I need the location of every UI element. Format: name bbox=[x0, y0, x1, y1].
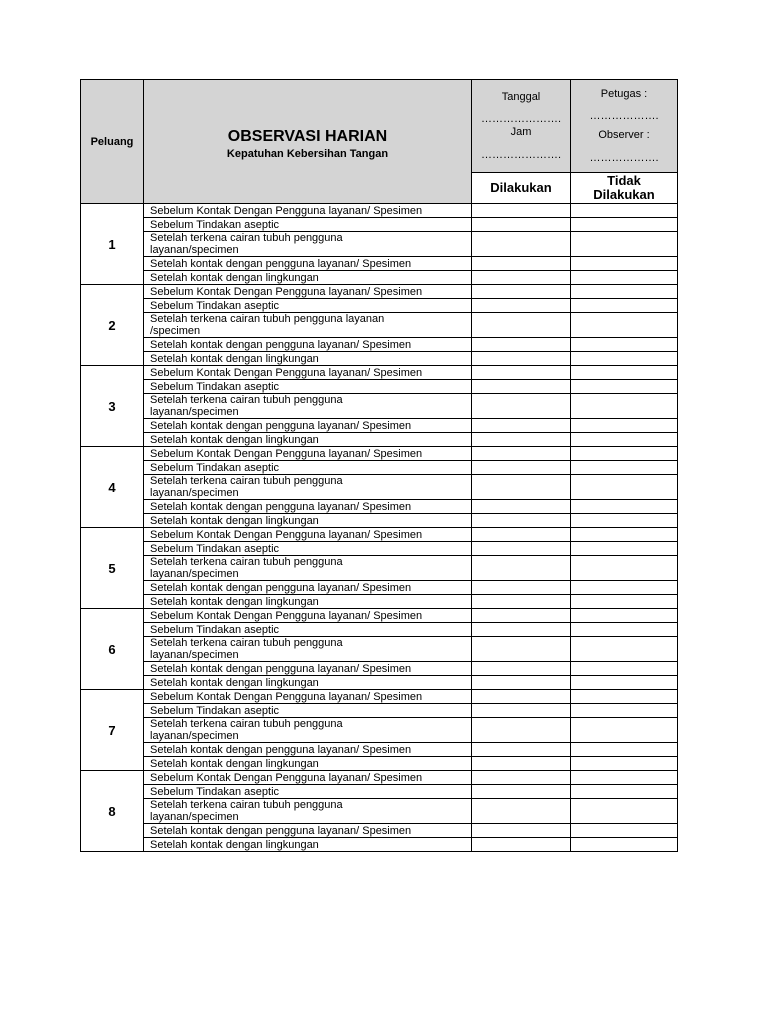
table-row bbox=[81, 366, 678, 380]
table-row bbox=[81, 528, 678, 542]
dilakukan-cell[interactable] bbox=[472, 461, 571, 475]
table-row bbox=[81, 232, 678, 257]
tidak-dilakukan-cell[interactable] bbox=[571, 271, 678, 285]
tidak-dilakukan-cell[interactable] bbox=[571, 394, 678, 419]
dilakukan-cell[interactable] bbox=[472, 690, 571, 704]
tidak-dilakukan-cell[interactable] bbox=[571, 623, 678, 637]
peluang-number: 2 bbox=[81, 285, 144, 366]
moment-label: Sebelum Kontak Dengan Pengguna layanan/ Spesimen bbox=[144, 204, 472, 218]
moment-label: Sebelum Tindakan aseptic bbox=[144, 461, 472, 475]
dilakukan-cell[interactable] bbox=[472, 824, 571, 838]
moment-label: Setelah terkena cairan tubuh pengguna layanan/specimen bbox=[144, 556, 472, 581]
peluang-number: 4 bbox=[81, 447, 144, 528]
table-row bbox=[81, 380, 678, 394]
dilakukan-cell[interactable] bbox=[472, 313, 571, 338]
tidak-dilakukan-cell[interactable] bbox=[571, 514, 678, 528]
dilakukan-cell[interactable] bbox=[472, 743, 571, 757]
peluang-number: 6 bbox=[81, 609, 144, 690]
table-row bbox=[81, 204, 678, 218]
tidak-dilakukan-cell[interactable] bbox=[571, 285, 678, 299]
tidak-dilakukan-cell[interactable] bbox=[571, 461, 678, 475]
tidak-dilakukan-header: Tidak Dilakukan bbox=[571, 173, 678, 204]
table-row bbox=[81, 595, 678, 609]
tanggal-jam-cell bbox=[472, 80, 571, 173]
moment-label: Setelah kontak dengan lingkungan bbox=[144, 676, 472, 690]
table-row bbox=[81, 542, 678, 556]
table-row bbox=[81, 785, 678, 799]
tidak-dilakukan-cell[interactable] bbox=[571, 743, 678, 757]
dilakukan-cell[interactable] bbox=[472, 232, 571, 257]
tidak-dilakukan-cell[interactable] bbox=[571, 595, 678, 609]
moment-label: Setelah terkena cairan tubuh pengguna layanan /specimen bbox=[144, 313, 472, 338]
dilakukan-cell[interactable] bbox=[472, 338, 571, 352]
moment-label: Sebelum Tindakan aseptic bbox=[144, 218, 472, 232]
moment-label: Setelah terkena cairan tubuh pengguna layanan/specimen bbox=[144, 799, 472, 824]
table-row bbox=[81, 475, 678, 500]
dilakukan-cell[interactable] bbox=[472, 704, 571, 718]
jam-field[interactable]: …………………. bbox=[480, 148, 562, 161]
table-row bbox=[81, 662, 678, 676]
table-row bbox=[81, 676, 678, 690]
dilakukan-cell[interactable] bbox=[472, 285, 571, 299]
table-row bbox=[81, 419, 678, 433]
dilakukan-header: Dilakukan bbox=[472, 173, 571, 204]
table-row bbox=[81, 285, 678, 299]
tidak-dilakukan-cell[interactable] bbox=[571, 704, 678, 718]
moment-label: Setelah kontak dengan lingkungan bbox=[144, 595, 472, 609]
table-row bbox=[81, 514, 678, 528]
table-row bbox=[81, 218, 678, 232]
form-title-cell bbox=[144, 80, 472, 204]
dilakukan-cell[interactable] bbox=[472, 380, 571, 394]
dilakukan-cell[interactable] bbox=[472, 433, 571, 447]
moment-label: Setelah kontak dengan pengguna layanan/ Spesimen bbox=[144, 662, 472, 676]
tidak-dilakukan-cell[interactable] bbox=[571, 799, 678, 824]
table-row bbox=[81, 718, 678, 743]
peluang-number: 1 bbox=[81, 204, 144, 285]
table-row bbox=[81, 338, 678, 352]
table-row bbox=[81, 394, 678, 419]
moment-label: Setelah kontak dengan lingkungan bbox=[144, 757, 472, 771]
dilakukan-cell[interactable] bbox=[472, 475, 571, 500]
dilakukan-cell[interactable] bbox=[472, 271, 571, 285]
dilakukan-cell[interactable] bbox=[472, 718, 571, 743]
dilakukan-cell[interactable] bbox=[472, 676, 571, 690]
table-row bbox=[81, 771, 678, 785]
tidak-dilakukan-cell[interactable] bbox=[571, 352, 678, 366]
moment-label: Setelah kontak dengan pengguna layanan/ Spesimen bbox=[144, 419, 472, 433]
moment-label: Setelah terkena cairan tubuh pengguna layanan/specimen bbox=[144, 637, 472, 662]
dilakukan-cell[interactable] bbox=[472, 257, 571, 271]
dilakukan-cell[interactable] bbox=[472, 352, 571, 366]
table-row bbox=[81, 799, 678, 824]
tidak-dilakukan-cell[interactable] bbox=[571, 581, 678, 595]
tidak-dilakukan-cell[interactable] bbox=[571, 609, 678, 623]
dilakukan-cell[interactable] bbox=[472, 595, 571, 609]
moment-label: Setelah terkena cairan tubuh pengguna layanan/specimen bbox=[144, 394, 472, 419]
moment-label: Sebelum Kontak Dengan Pengguna layanan/ Spesimen bbox=[144, 285, 472, 299]
moment-label: Setelah kontak dengan pengguna layanan/ Spesimen bbox=[144, 581, 472, 595]
dilakukan-cell[interactable] bbox=[472, 757, 571, 771]
tidak-dilakukan-cell[interactable] bbox=[571, 299, 678, 313]
moment-label: Setelah kontak dengan lingkungan bbox=[144, 433, 472, 447]
dilakukan-cell[interactable] bbox=[472, 514, 571, 528]
peluang-number: 7 bbox=[81, 690, 144, 771]
table-row bbox=[81, 299, 678, 313]
tidak-dilakukan-cell[interactable] bbox=[571, 676, 678, 690]
tidak-dilakukan-cell[interactable] bbox=[571, 366, 678, 380]
tidak-dilakukan-cell[interactable] bbox=[571, 433, 678, 447]
tidak-dilakukan-cell[interactable] bbox=[571, 690, 678, 704]
jam-label: Jam bbox=[510, 125, 532, 138]
dilakukan-cell[interactable] bbox=[472, 637, 571, 662]
dilakukan-cell[interactable] bbox=[472, 528, 571, 542]
moment-label: Sebelum Tindakan aseptic bbox=[144, 380, 472, 394]
tidak-dilakukan-cell[interactable] bbox=[571, 338, 678, 352]
tidak-dilakukan-cell[interactable] bbox=[571, 662, 678, 676]
moment-label: Setelah kontak dengan pengguna layanan/ Spesimen bbox=[144, 743, 472, 757]
moment-label: Sebelum Tindakan aseptic bbox=[144, 299, 472, 313]
moment-label: Setelah terkena cairan tubuh pengguna layanan/specimen bbox=[144, 718, 472, 743]
table-row bbox=[81, 271, 678, 285]
table-row bbox=[81, 433, 678, 447]
tidak-dilakukan-cell[interactable] bbox=[571, 380, 678, 394]
tidak-dilakukan-cell[interactable] bbox=[571, 771, 678, 785]
moment-label: Sebelum Kontak Dengan Pengguna layanan/ Spesimen bbox=[144, 609, 472, 623]
table-row bbox=[81, 704, 678, 718]
table-row bbox=[81, 352, 678, 366]
tidak-dilakukan-cell[interactable] bbox=[571, 475, 678, 500]
table-row bbox=[81, 690, 678, 704]
table-row bbox=[81, 623, 678, 637]
table-row bbox=[81, 824, 678, 838]
tidak-dilakukan-cell[interactable] bbox=[571, 232, 678, 257]
moment-label: Sebelum Tindakan aseptic bbox=[144, 785, 472, 799]
tidak-dilakukan-cell[interactable] bbox=[571, 204, 678, 218]
table-row bbox=[81, 609, 678, 623]
dilakukan-cell[interactable] bbox=[472, 218, 571, 232]
dilakukan-cell[interactable] bbox=[472, 623, 571, 637]
tidak-dilakukan-cell[interactable] bbox=[571, 542, 678, 556]
dilakukan-cell[interactable] bbox=[472, 366, 571, 380]
tidak-dilakukan-cell[interactable] bbox=[571, 419, 678, 433]
petugas-observer-cell bbox=[571, 80, 678, 173]
moment-label: Sebelum Kontak Dengan Pengguna layanan/ Spesimen bbox=[144, 366, 472, 380]
tidak-dilakukan-cell[interactable] bbox=[571, 218, 678, 232]
moment-label: Setelah terkena cairan tubuh pengguna layanan/specimen bbox=[144, 475, 472, 500]
tidak-dilakukan-cell[interactable] bbox=[571, 718, 678, 743]
table-row bbox=[81, 447, 678, 461]
moment-label: Setelah kontak dengan lingkungan bbox=[144, 271, 472, 285]
tidak-dilakukan-cell[interactable] bbox=[571, 785, 678, 799]
dilakukan-cell[interactable] bbox=[472, 500, 571, 514]
tidak-dilakukan-cell[interactable] bbox=[571, 838, 678, 852]
table-row bbox=[81, 743, 678, 757]
petugas-label: Petugas : bbox=[600, 87, 648, 100]
table-row bbox=[81, 838, 678, 852]
moment-label: Sebelum Tindakan aseptic bbox=[144, 623, 472, 637]
table-row bbox=[81, 313, 678, 338]
table-row bbox=[81, 556, 678, 581]
observer-field[interactable]: ………………. bbox=[589, 151, 659, 164]
dilakukan-cell[interactable] bbox=[472, 204, 571, 218]
tanggal-field[interactable]: …………………. bbox=[480, 112, 562, 125]
moment-label: Sebelum Tindakan aseptic bbox=[144, 704, 472, 718]
moment-label: Sebelum Kontak Dengan Pengguna layanan/ Spesimen bbox=[144, 771, 472, 785]
dilakukan-cell[interactable] bbox=[472, 609, 571, 623]
page-title: OBSERVASI HARIAN bbox=[227, 127, 388, 145]
peluang-number: 3 bbox=[81, 366, 144, 447]
table-row bbox=[81, 257, 678, 271]
moment-label: Setelah kontak dengan lingkungan bbox=[144, 838, 472, 852]
page-subtitle: Kepatuhan Kebersihan Tangan bbox=[226, 147, 389, 160]
peluang-header: Peluang bbox=[81, 80, 144, 204]
table-row bbox=[81, 637, 678, 662]
dilakukan-cell[interactable] bbox=[472, 838, 571, 852]
tidak-dilakukan-cell[interactable] bbox=[571, 556, 678, 581]
tidak-dilakukan-cell[interactable] bbox=[571, 257, 678, 271]
moment-label: Setelah terkena cairan tubuh pengguna layanan/specimen bbox=[144, 232, 472, 257]
peluang-number: 5 bbox=[81, 528, 144, 609]
observation-table bbox=[80, 79, 678, 852]
dilakukan-cell[interactable] bbox=[472, 419, 571, 433]
tidak-dilakukan-cell[interactable] bbox=[571, 637, 678, 662]
tidak-dilakukan-cell[interactable] bbox=[571, 824, 678, 838]
dilakukan-cell[interactable] bbox=[472, 447, 571, 461]
dilakukan-cell[interactable] bbox=[472, 771, 571, 785]
dilakukan-cell[interactable] bbox=[472, 662, 571, 676]
moment-label: Sebelum Kontak Dengan Pengguna layanan/ Spesimen bbox=[144, 690, 472, 704]
moment-label: Sebelum Tindakan aseptic bbox=[144, 542, 472, 556]
table-row bbox=[81, 461, 678, 475]
dilakukan-cell[interactable] bbox=[472, 785, 571, 799]
moment-label: Sebelum Kontak Dengan Pengguna layanan/ Spesimen bbox=[144, 528, 472, 542]
dilakukan-cell[interactable] bbox=[472, 542, 571, 556]
dilakukan-cell[interactable] bbox=[472, 556, 571, 581]
moment-label: Setelah kontak dengan pengguna layanan/ Spesimen bbox=[144, 500, 472, 514]
tidak-dilakukan-cell[interactable] bbox=[571, 500, 678, 514]
tidak-dilakukan-cell[interactable] bbox=[571, 447, 678, 461]
petugas-field[interactable]: ………………. bbox=[589, 109, 659, 122]
moment-label: Setelah kontak dengan lingkungan bbox=[144, 514, 472, 528]
tanggal-label: Tanggal bbox=[501, 90, 541, 103]
dilakukan-cell[interactable] bbox=[472, 394, 571, 419]
moment-label: Setelah kontak dengan pengguna layanan/ Spesimen bbox=[144, 824, 472, 838]
peluang-number: 8 bbox=[81, 771, 144, 852]
tidak-dilakukan-cell[interactable] bbox=[571, 313, 678, 338]
table-row bbox=[81, 581, 678, 595]
moment-label: Setelah kontak dengan pengguna layanan/ Spesimen bbox=[144, 257, 472, 271]
observer-label: Observer : bbox=[598, 128, 650, 141]
moment-label: Setelah kontak dengan lingkungan bbox=[144, 352, 472, 366]
tidak-dilakukan-cell[interactable] bbox=[571, 757, 678, 771]
moment-label: Setelah kontak dengan pengguna layanan/ Spesimen bbox=[144, 338, 472, 352]
table-row bbox=[81, 500, 678, 514]
moment-label: Sebelum Kontak Dengan Pengguna layanan/ Spesimen bbox=[144, 447, 472, 461]
tidak-dilakukan-cell[interactable] bbox=[571, 528, 678, 542]
table-row bbox=[81, 757, 678, 771]
dilakukan-cell[interactable] bbox=[472, 799, 571, 824]
dilakukan-cell[interactable] bbox=[472, 299, 571, 313]
dilakukan-cell[interactable] bbox=[472, 581, 571, 595]
